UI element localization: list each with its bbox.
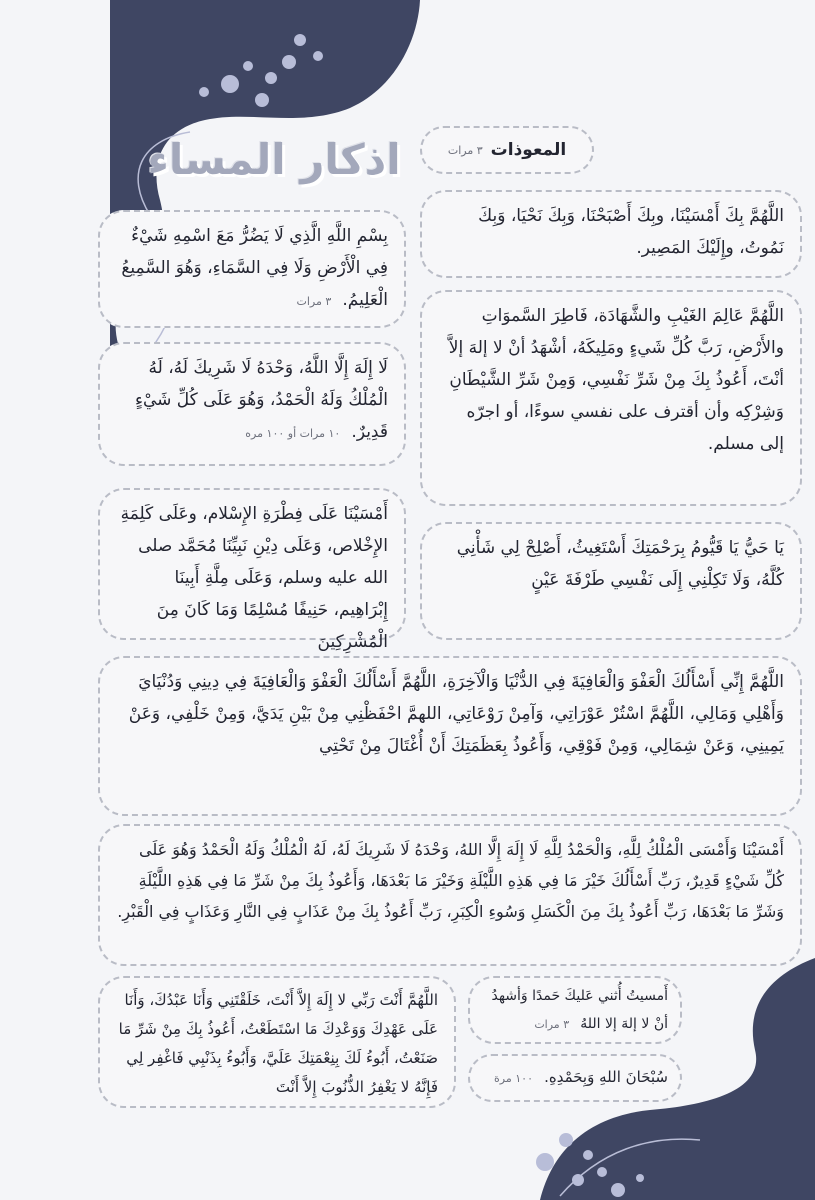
subtitle-pill xyxy=(420,126,594,174)
dhikr-text: اللَّهُمَّ عَالِمَ الغَيْبِ والشَّهَادَة، فَاطِرَ السَّموَاتِ والأَرْضِ، رَبَّ كُلِّ شَيءٍ ومَلِيكَهُ، أشْهَدُ أنْ لا إلهَ إلاَّ أنْتَ، أَعُوذُ بِكَ مِنْ شَرِّ نَفْسِي، وَمِنْ شَرِّ الشَّيْطَانِ وَشِرْكِه وأن أقترف على نفسي سوءًا، أو اجرّه إلى مسلم. xyxy=(448,306,784,454)
repeat-count: ٣ مرات xyxy=(296,295,332,308)
page-title: اذكار المساء xyxy=(147,135,401,184)
repeat-count: ٣ مرات xyxy=(534,1018,570,1031)
subtitle-label: المعوذات xyxy=(490,140,567,160)
dhikr-text: لَا إِلَهَ إِلَّا اللَّهُ، وَحْدَهُ لَا شَرِيكَ لَهُ، لَهُ الْمُلْكُ وَلَهُ الْحَمْدُ، وَهُوَ عَلَى كُلِّ شَيْءٍ قَدِيرٌ. xyxy=(135,358,388,442)
repeat-count: ١٠ مرات أو ١٠٠ مره xyxy=(245,427,341,440)
dhikr-text: أَمْسَيْنَا عَلَى فِطْرَةِ الإِسْلام، وعَلَى كَلِمَةِ الإِخْلاص، وَعَلَى دِيْنِ نَبِيِّنَا مُحَمَّد صلى الله عليه وسلم، وَعَلَى مِلَّةِ أَبِينَا إِبْرَاهِيم، حَنِيفًا مُسْلِمًا وَمَا كَانَ مِنَ الْمُشْرِكِينَ xyxy=(120,504,388,652)
dhikr-text: أَمسيتُ أُثني عَليكَ حَمدًا وَأشهدُ أنْ لا إلهَ إلا اللهُ xyxy=(491,988,668,1032)
dhikr-card-10 xyxy=(468,976,682,1044)
dhikr-card-8 xyxy=(98,824,802,966)
dhikr-card-7 xyxy=(98,656,802,816)
dhikr-card-11 xyxy=(468,1054,682,1102)
dhikr-card-4 xyxy=(98,342,406,466)
dhikr-text: اللَّهُمَّ بِكَ أَمْسَيْنَا، وبِكَ أَصْبَحْنَا، وَبِكَ نَحْيَا، وَبِكَ نَمُوتُ، وإِلَيْكَ المَصِير. xyxy=(478,206,784,258)
dhikr-text: سُبْحَانَ اللهِ وَبِحَمْدِهِ. xyxy=(544,1068,668,1086)
dhikr-card-2 xyxy=(98,210,406,328)
subtitle-count: ٣ مرات xyxy=(447,143,483,157)
dhikr-card-6 xyxy=(420,522,802,640)
dhikr-text: يَا حَيُّ يَا قَيُّومُ بِرَحْمَتِكَ أَسْتَغِيثُ، أَصْلِحْ لِي شَأْنِي كُلَّهُ، وَلَا تَكِلْنِي إِلَى نَفْسِي طَرْفَةَ عَيْنٍ xyxy=(456,538,784,590)
dhikr-card-1 xyxy=(420,190,802,278)
dhikr-text: بِسْمِ اللَّهِ الَّذِي لَا يَضُرُّ مَعَ اسْمِهِ شَيْءٌ فِي الْأَرْضِ وَلَا فِي السَّمَاءِ، وَهُوَ السَّمِيعُ الْعَلِيمُ. xyxy=(121,226,388,310)
dhikr-text: اللَّهُمَّ أَنْتَ رَبِّي لا إِلَهَ إِلاَّ أَنْتَ، خَلَقْتَنِي وَأَنَا عَبْدُكَ، وَأَنَا عَلَى عَهْدِكَ وَوَعْدِكَ مَا اسْتَطَعْتُ، أَعُوذُ بِكَ مِنْ شَرِّ مَا صَنَعْتُ، أَبُوءُ لَكَ بِنِعْمَتِكَ عَلَيَّ، وَأَبُوءُ بِذَنْبِي فَاغْفِر لِي فَإِنَّهُ لا يَغْفِرُ الذُّنُوبَ إِلاَّ أَنْتَ xyxy=(118,991,438,1096)
repeat-count: ١٠٠ مرة xyxy=(494,1072,533,1085)
dhikr-card-5 xyxy=(98,488,406,652)
dhikr-card-3 xyxy=(420,290,802,506)
dhikr-text: اللَّهُمَّ إِنِّي أَسْأَلُكَ الْعَفْوَ وَالْعَافِيَةَ فِي الدُّنْيَا وَالْآخِرَةِ، اللَّهُمَّ أَسْأَلُكَ الْعَفْوَ وَالْعَافِيَةَ فِي دِينِي وَدُنْيَايَ وَأَهْلِي وَمَالِي، اللَّهُمَّ اسْتُرْ عَوْرَاتِي، وَآمِنْ رَوْعَاتِي، اللهمَّ احْفَظْنِي مِنْ بَيْنِ يَدَيَّ، وَمِنْ خَلْفِي، وَعَنْ يَمِينِي، وَعَنْ شِمَالِي، وَمِنْ فَوْقِي، وَأَعُوذُ بِعَظَمَتِكَ أَنْ أُغْتَالَ مِنْ تَحْتِي xyxy=(128,672,784,756)
dhikr-card-9 xyxy=(98,976,456,1108)
dhikr-text: أَمْسَيْنَا وَأَمْسَى الْمُلْكُ لِلَّهِ، وَالْحَمْدُ لِلَّهِ لَا إِلَهَ إِلَّا اللهُ، وَحْدَهُ لَا شَرِيكَ لَهُ، لَهُ الْمُلْكُ وَلَهُ الْحَمْدُ وَهُوَ عَلَى كُلِّ شَيْءٍ قَدِيرٌ، رَبِّ أَسْأَلُكَ خَيْرَ مَا فِي هَذِهِ اللَّيْلَةِ وَخَيْرَ مَا بَعْدَهَا، وَأَعُوذُ بِكَ مِنْ شَرِّ مَا فِي هَذِهِ اللَّيْلَةِ وَشَرِّ مَا بَعْدَهَا، رَبِّ أَعُوذُ بِكَ مِنَ الْكَسَلِ وَسُوءِ الْكِبَرِ، رَبِّ أَعُوذُ بِكَ مِنْ عَذَابٍ فِي النَّارِ وَعَذَابٍ فِي الْقَبْرِ. xyxy=(117,840,784,921)
